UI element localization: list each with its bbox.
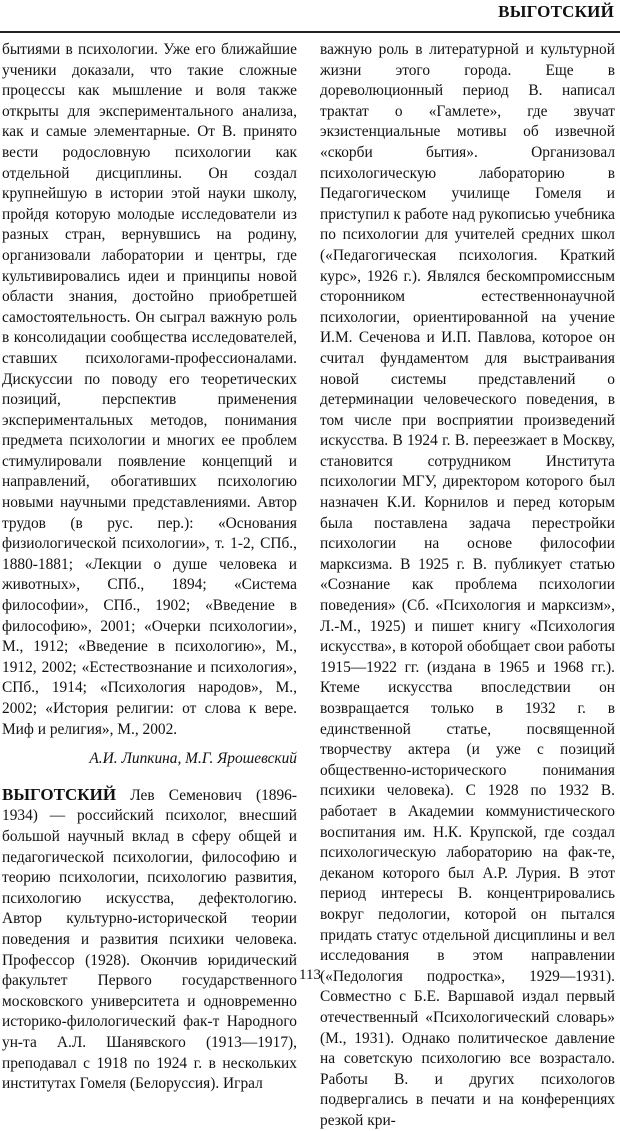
page-number: 113 xyxy=(299,967,321,983)
entry-text: Лев Семенович (1896-1934) — российский психолог, внесший большой научный вклад в сферу общей и педагогической психологии, философию и теорию психологии, психологию развития, психологию искусства, дефектологию. Автор культурно-исторической теории поведения и развития психики человека. Профессор (1928). Окончив юридический факультет Первого государственного московского университета и одновременно историко-филологический фак-т Народного ун-та А.Л. Шанявского (1913—1917), преподавал с 1918 по 1924 г. в нескольких институтах Гомеля (Белоруссия). Играл xyxy=(2,786,297,1093)
right-column-paragraph: важную роль в литературной и культурной жизни этого города. Еще в дореволюционный период В. написал трактат о «Гамлете», где звучат экзистенциальные мотивы об извечной «скорби бытия». Организовал психологическую лабораторию в Педагогическом училище Гомеля и приступил к работе над рукописью учебника по психологии для учителей средних школ («Педагогическая психология. Краткий курс», 1926 г.). Являлся бескомпромиссным сторонником естественнонаучной психологии, ориентированной на учение И.М. Сеченова и И.П. Павлова, которое он считал фундаментом для выстраивания новой системы представлений о детерминации человеческого поведения, в том числе при восприятии произведений искусства. В 1924 г. В. переезжает в Москву, становится сотрудником Института психологии МГУ, директором которого был назначен К.И. Корнилов и перед которым была поставлена задача перестройки психологии на основе философии марксизма. В 1925 г. В. публикует статью «Сознание как проблема психологии поведения» (Сб. «Психология и марксизм», Л.-М., 1925) и пишет книгу «Психология искусства», в которой обобщает свои работы 1915—1922 гг. (издана в 1965 и 1968 гг.). Ктеме искусства впоследствии он возвращается только в 1932 г. в единственной статье, посвященной творчеству актера (и уже с позиций общественно-исторического понимания психики человека). С 1928 по 1932 В. работает в Академии коммунистического воспитания им. Н.К. Крупской, где создал психологическую лабораторию на фак-те, деканом которого был А.Р. Лурия. В этот период интересы В. концентрировались вокруг педологии, которой он пытался придать статус отдельной дисциплины и вел исследования в этом направлении («Педология подростка», 1929—1931). Совместно с Б.Е. Варшавой издал первый отечественный «Психологический словарь» (М., 1931). Однако политическое давление на советскую психологию все возрастало. Работы В. и других психологов подвергались в печати и на конференциях резкой кри- xyxy=(320,41,615,1129)
continued-paragraph: бытиями в психологии. Уже его ближайшие ученики доказали, что такие сложные процессы как мышление и воля также открыты для экспериментального анализа, как и самые элементарные. От В. принято вести родословную психологии как отдельной дисциплины. Он создал крупнейшую в истории этой науки школу, пройдя которую молодые исследователи из разных стран, вернувшись на родину, организовали лаборатории и центры, где культивировались идеи и принципы новой области знания, достойно приобретшей самостоятельность. Он сыграл важную роль в консолидации сообщества исследователей, ставших психологами-профессионалами. Дискуссии по поводу его теоретических позиций, перспектив применения экспериментальных методов, понимания предмета психологии и многих ее проблем стимулировали появление концепций и направлений, обогативших психологию новыми научными представлениями. Автор трудов (в рус. пер.): «Основания физиологической психологии», т. 1-2, СПб., 1880-1881; «Лекции о душе человека и животных», СПб., 1894; «Система философии», СПб., 1902; «Введение в философию», 2001; «Очерки психологии», М., 1912; «Введение в психологию», М., 1912, 2002; «Естествознание и психология», СПб., 1914; «Психология народов», М., 2002; «История религии: от слова к вере. Миф и религия», М., 2002. xyxy=(2,41,297,738)
author-signature: А.И. Липкина, М.Г. Ярошевский xyxy=(89,750,297,768)
entry-paragraph xyxy=(2,785,297,1095)
header-rule xyxy=(0,31,620,33)
running-header: ВЫГОТСКИЙ xyxy=(498,2,614,21)
entry-term: ВЫГОТСКИЙ xyxy=(2,784,117,804)
left-column xyxy=(2,40,297,1095)
